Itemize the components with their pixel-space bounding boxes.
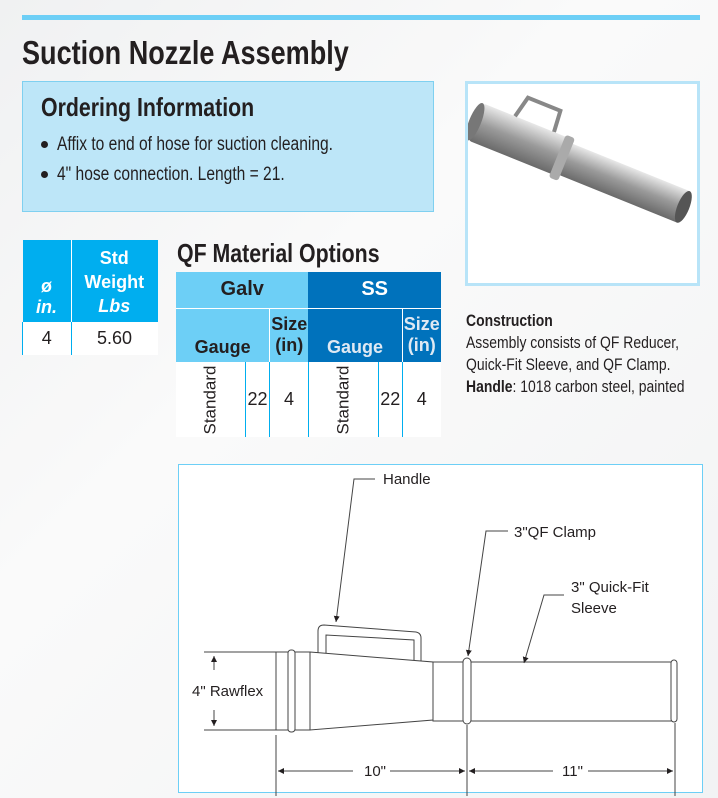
ss-gauge-number: 22	[378, 362, 402, 437]
nozzle-drawing	[178, 460, 702, 796]
page-title-text: Suction Nozzle Assembly	[22, 34, 349, 71]
header-line: in.	[36, 297, 57, 317]
sleeve-callout: Sleeve	[571, 600, 617, 617]
bullet-icon	[41, 171, 48, 178]
construction-text: Assembly consists of QF Reducer, Quick-Fit Sleeve, and QF Clamp.	[466, 333, 680, 374]
qf-heading-text: QF Material Options	[177, 238, 380, 268]
gauge-text: Standard	[333, 365, 353, 435]
nozzle-photo-illustration	[468, 84, 697, 283]
top-accent-bar	[22, 15, 700, 20]
construction-heading: Construction	[466, 311, 553, 330]
header-line: Weight	[84, 272, 145, 292]
ss-size-value: 4	[402, 362, 441, 437]
galv-size-header	[270, 308, 309, 362]
galv-gauge-value	[176, 362, 246, 437]
clamp-callout: 3"QF Clamp	[514, 524, 597, 541]
spec-table	[22, 240, 158, 355]
bullet-icon	[41, 141, 48, 148]
ordering-bullet	[41, 164, 335, 186]
bullet-text: 4" hose connection. Length = 21.	[57, 164, 285, 185]
header-line: (in)	[275, 335, 304, 356]
dimension-11: 11"	[562, 763, 583, 780]
product-photo	[465, 81, 700, 286]
sleeve-callout: 3" Quick-Fit	[571, 579, 649, 596]
page-title	[22, 34, 421, 72]
header-line: Lbs	[98, 296, 131, 316]
handle-callout: Handle	[383, 471, 431, 488]
header-line: ø	[41, 276, 52, 296]
header-line: Size	[403, 314, 440, 335]
diameter-header	[23, 240, 72, 322]
diameter-value: 4	[23, 322, 72, 355]
handle-label: Handle	[466, 377, 513, 396]
header-line: Size	[271, 314, 308, 335]
handle-text: : 1018 carbon steel, painted	[512, 377, 685, 396]
galv-size-value: 4	[270, 362, 309, 437]
qf-material-table	[176, 272, 441, 437]
ordering-heading-text: Ordering Information	[41, 92, 255, 122]
rawflex-label: 4" Rawflex	[192, 683, 264, 700]
galv-gauge-header: Gauge	[176, 308, 270, 362]
ss-gauge-header: Gauge	[308, 308, 402, 362]
header-line: Std	[99, 248, 129, 268]
ss-gauge-value	[308, 362, 378, 437]
ss-header: SS	[308, 272, 441, 308]
ordering-bullet	[41, 134, 394, 156]
galv-gauge-number: 22	[246, 362, 270, 437]
header-line: (in)	[407, 335, 436, 356]
ss-size-header	[402, 308, 441, 362]
weight-header	[71, 240, 158, 322]
qf-heading	[177, 238, 424, 269]
dimension-10: 10"	[364, 763, 387, 780]
construction-section	[466, 310, 718, 398]
galv-header: Galv	[176, 272, 308, 308]
ordering-heading	[41, 92, 301, 123]
ordering-information-panel	[22, 81, 434, 212]
weight-value: 5.60	[96, 328, 133, 348]
bullet-text: Affix to end of hose for suction cleaning.	[57, 134, 334, 155]
gauge-text: Standard	[200, 365, 220, 435]
